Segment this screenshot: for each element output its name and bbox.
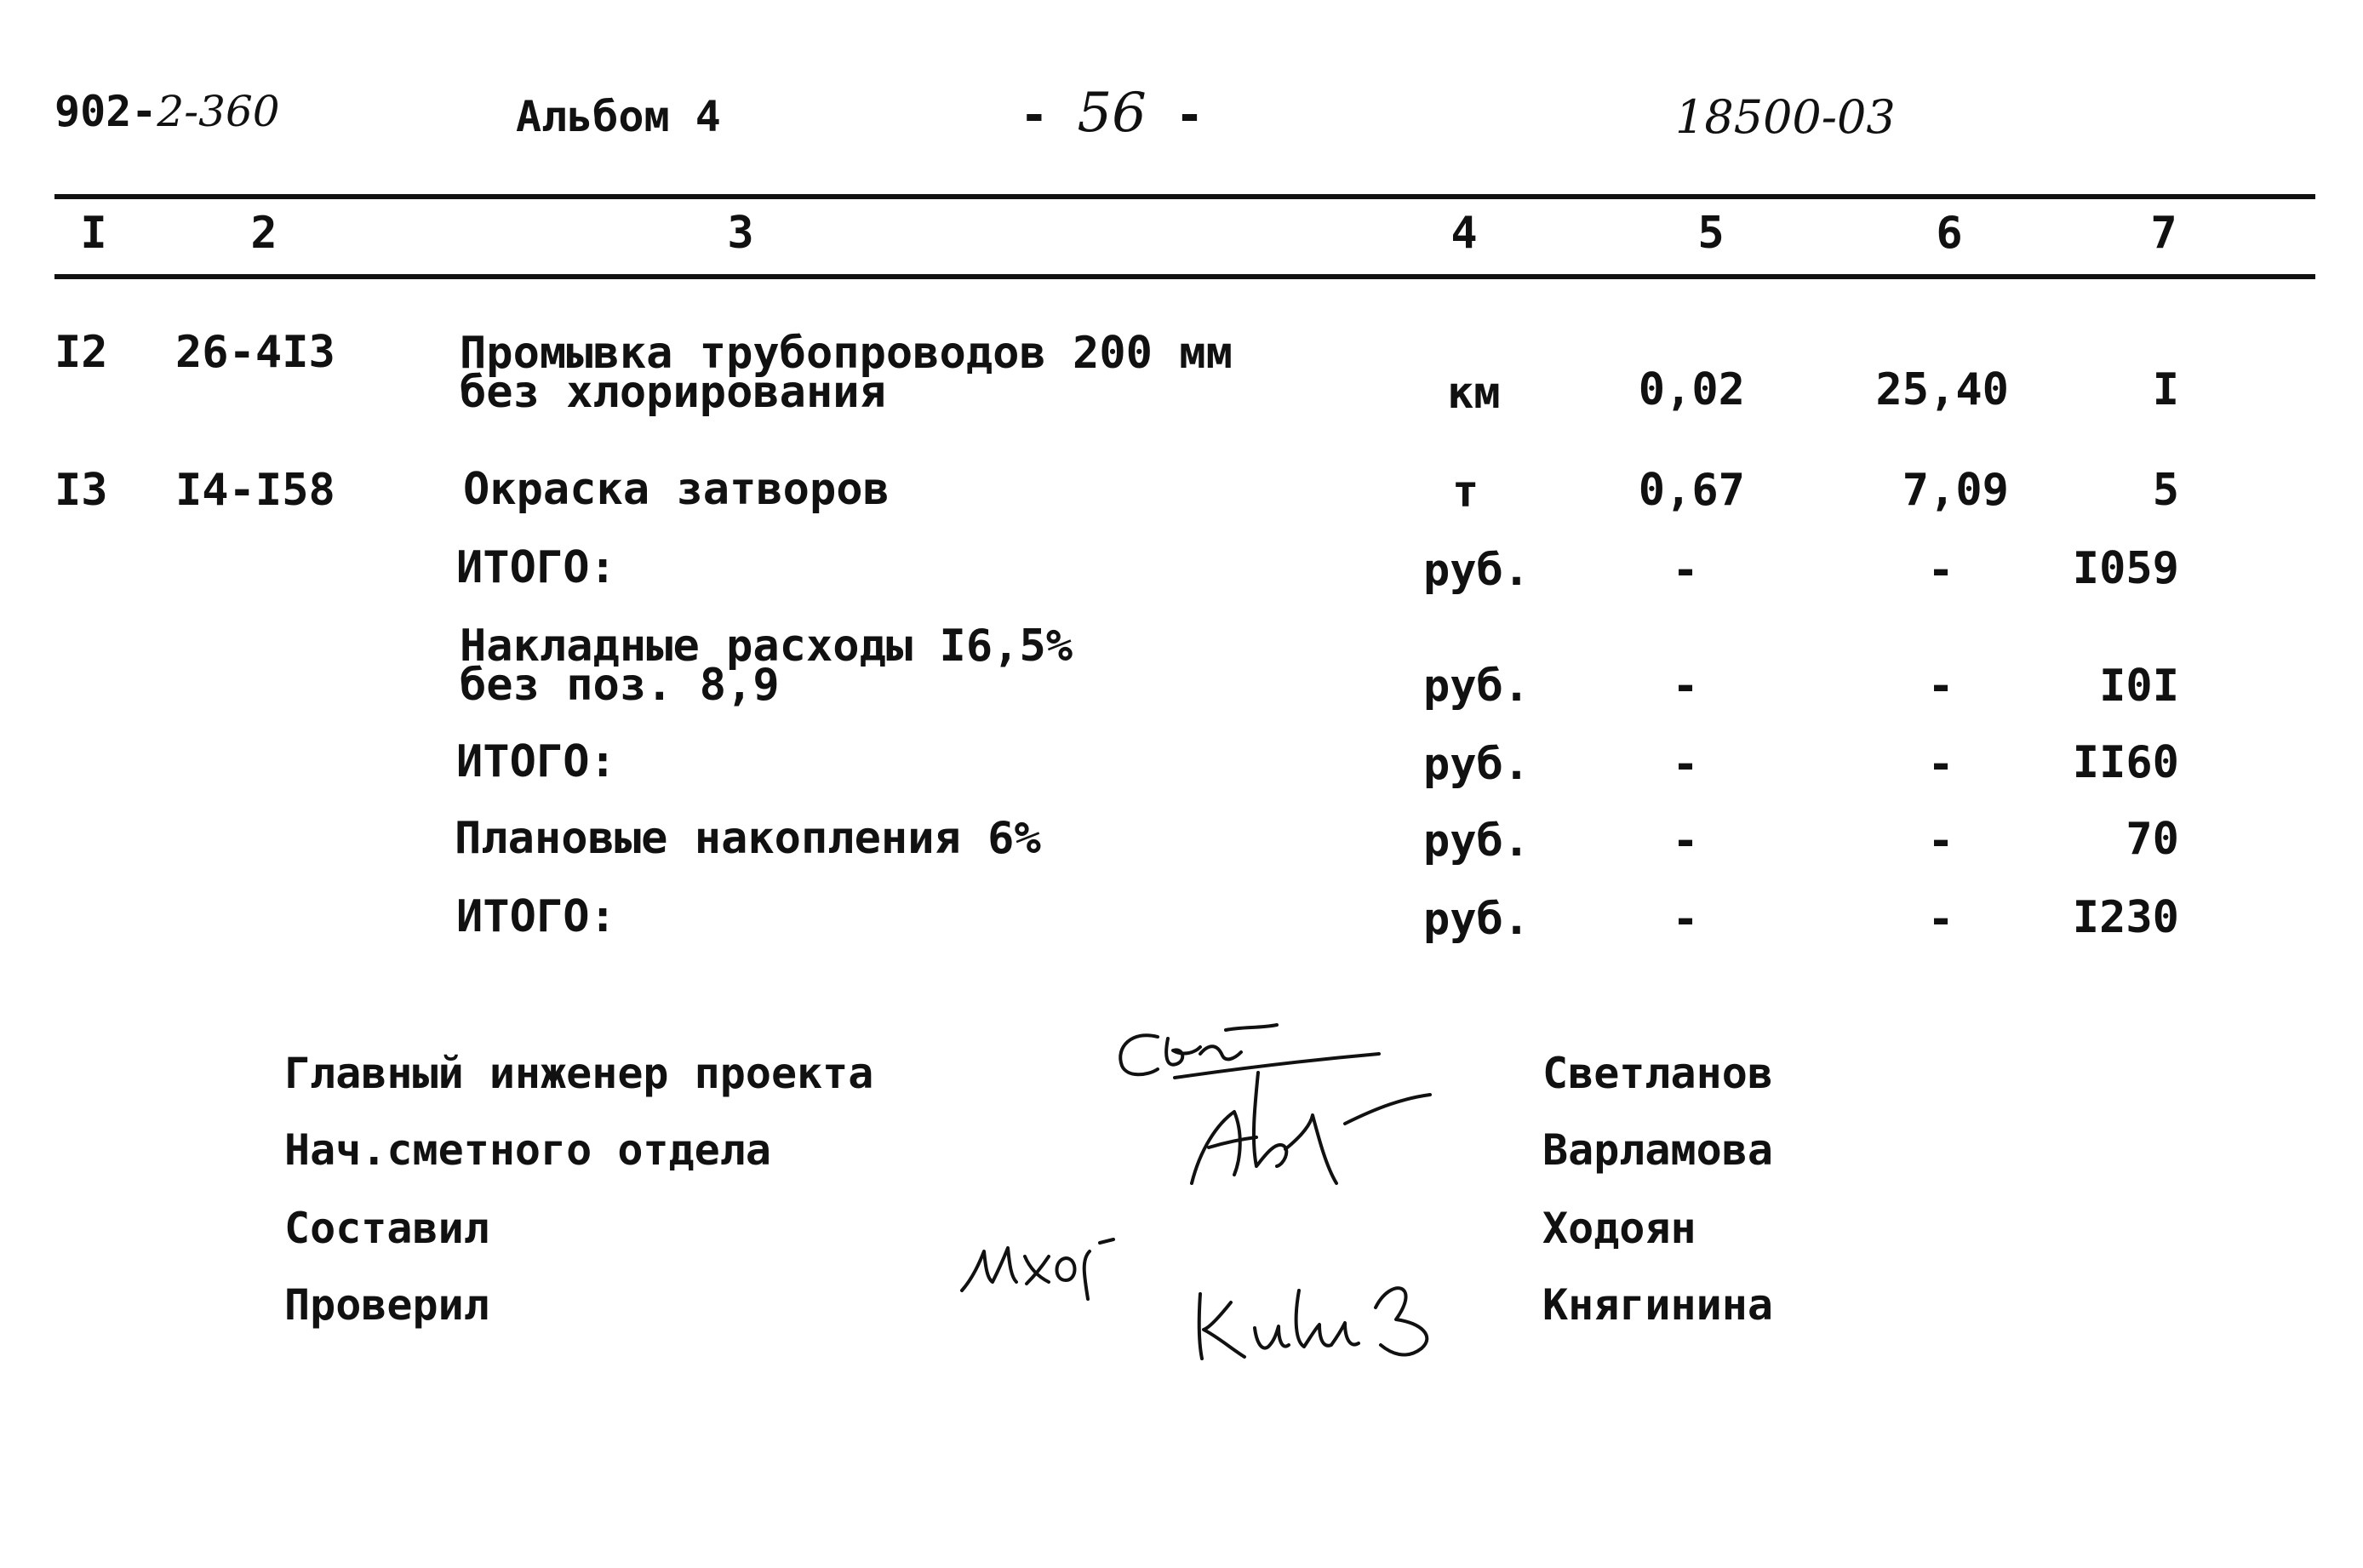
row-unit: км — [1447, 368, 1501, 419]
row-price: 25,40 — [1875, 364, 2009, 415]
row-description — [460, 621, 1073, 711]
column-header-2: 2 — [250, 208, 277, 259]
page-number-prefix: - — [1020, 88, 1049, 143]
row-quantity: 0,67 — [1638, 465, 1745, 516]
row-unit: руб. — [1423, 815, 1531, 867]
column-header-5: 5 — [1697, 208, 1725, 259]
reference-number: 18500-03 — [1675, 90, 1896, 144]
row-price: - — [1927, 815, 1954, 867]
row-description: Плановые накопления 6% — [455, 813, 1041, 864]
column-header-6: 6 — [1936, 208, 1963, 259]
row-description: ИТОГО: — [456, 891, 616, 942]
row-quantity: - — [1672, 815, 1699, 867]
row-total: I0I — [2099, 661, 2179, 712]
signature-mark-3 — [953, 1217, 1141, 1311]
signature-name: Княгинина — [1542, 1280, 1773, 1330]
column-header-1: I — [80, 208, 107, 259]
row-description-line2: без поз. 8,9 — [460, 660, 780, 711]
row-description-line1: Окраска затворов — [463, 464, 890, 515]
row-description: ИТОГО: — [456, 736, 616, 787]
row-code: 26-4I3 — [175, 327, 335, 378]
signature-name: Варламова — [1542, 1125, 1773, 1175]
signature-role: Составил — [284, 1204, 489, 1253]
table-top-rule — [54, 194, 2315, 199]
column-header-7: 7 — [2150, 208, 2177, 259]
row-quantity: - — [1672, 545, 1699, 596]
album-label: Альбом 4 — [516, 92, 721, 141]
column-header-4: 4 — [1450, 208, 1478, 259]
row-description-line2: без хлорирования — [460, 367, 886, 418]
document-code-handwritten: 2-360 — [157, 87, 280, 136]
row-description — [463, 464, 890, 515]
signature-name: Светланов — [1542, 1049, 1773, 1098]
row-description-line1: Промывка трубопроводов 200 мм — [460, 328, 1233, 379]
page-number-suffix: - — [1175, 88, 1204, 143]
row-total: I230 — [2072, 892, 2179, 943]
row-price: - — [1927, 894, 1954, 945]
row-unit: руб. — [1423, 894, 1531, 945]
document-code-prefix: 902- — [54, 87, 157, 136]
row-description-line1: Накладные расходы I6,5% — [460, 621, 1073, 672]
row-total: 5 — [2152, 465, 2179, 516]
signature-name: Ходоян — [1542, 1204, 1696, 1253]
row-unit: руб. — [1423, 739, 1531, 790]
row-price: - — [1927, 739, 1954, 790]
row-quantity: - — [1672, 739, 1699, 790]
row-price: - — [1927, 545, 1954, 596]
row-number: I3 — [54, 465, 108, 516]
signature-role: Главный инженер проекта — [284, 1049, 874, 1098]
row-total: I059 — [2072, 543, 2179, 594]
row-price: 7,09 — [1902, 465, 2009, 516]
table-header-rule — [54, 274, 2315, 279]
document-code — [54, 87, 280, 136]
page-number — [1020, 82, 1204, 145]
row-description — [460, 328, 1233, 418]
row-code: I4-I58 — [175, 465, 335, 516]
column-header-3: 3 — [727, 208, 754, 259]
page-number-value: 56 — [1077, 82, 1147, 145]
signature-mark-2 — [1175, 1064, 1464, 1200]
row-quantity: - — [1672, 894, 1699, 945]
row-quantity: - — [1672, 661, 1699, 712]
row-price: - — [1927, 661, 1954, 712]
signature-mark-4 — [1183, 1260, 1490, 1371]
row-unit: руб. — [1423, 661, 1531, 712]
row-total: II60 — [2072, 737, 2179, 788]
row-quantity: 0,02 — [1638, 364, 1745, 415]
signature-role: Проверил — [284, 1280, 489, 1330]
row-total: 70 — [2126, 814, 2179, 865]
row-unit: т — [1452, 466, 1479, 518]
row-number: I2 — [54, 327, 108, 378]
row-description: ИТОГО: — [456, 542, 616, 593]
row-total: I — [2152, 364, 2179, 415]
row-unit: руб. — [1423, 545, 1531, 596]
signature-role: Нач.сметного отдела — [284, 1125, 771, 1175]
